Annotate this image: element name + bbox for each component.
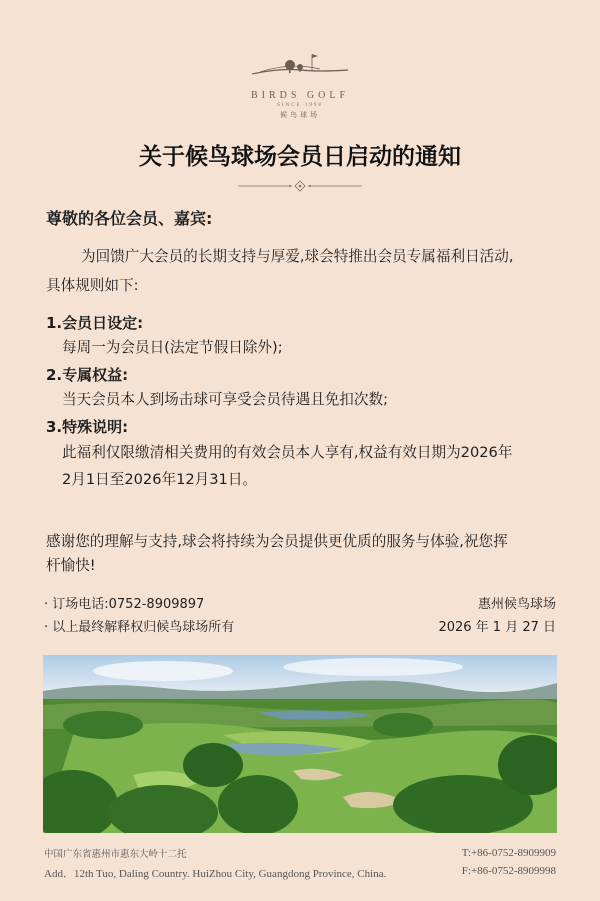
section-1-text: 每周一为会员日(法定节假日除外);: [62, 339, 283, 356]
fax: F:+86-0752-8909998: [461, 865, 556, 877]
closing-line-2: 杆愉快!: [46, 557, 96, 574]
notice-title: 关于候鸟球场会员日启动的通知: [139, 143, 461, 170]
section-3-heading: 3.特殊说明:: [46, 418, 129, 436]
section-2-text: 当天会员本人到场击球可享受会员待遇且免扣次数;: [62, 391, 388, 408]
booking-phone: · 订场电话:0752-8909897: [44, 597, 205, 612]
issuer-name: 惠州候鸟球场: [477, 597, 556, 612]
golf-course-logo-icon: [250, 50, 350, 80]
section-3-text-1: 此福利仅限缴清相关费用的有效会员本人享有,权益有效日期为2026年: [62, 444, 513, 461]
closing-line-1: 感谢您的理解与支持,球会将持续为会员提供更优质的服务与体验,祝您挥: [46, 533, 508, 550]
section-1-heading: 1.会员日设定:: [46, 314, 144, 332]
telephone: T:+86-0752-8909909: [461, 847, 556, 859]
brand-logo: [0, 50, 600, 120]
issue-date: 2026 年 1 月 27 日: [438, 620, 556, 635]
brand-since: SINCE 1998: [277, 103, 323, 108]
address-en: Add．12th Tuo, Daling Country. HuiZhou City, Guangdong Province, China.: [44, 868, 387, 880]
section-3-text-2: 2月1日至2026年12月31日。: [62, 471, 258, 488]
intro-line-2: 具体规则如下:: [46, 277, 139, 294]
brand-name-cn: 候鸟球场: [280, 111, 320, 119]
rights-statement: · 以上最终解释权归候鸟球场所有: [44, 620, 235, 635]
golf-course-photo: [43, 655, 557, 833]
address-cn: 中国广东省惠州市惠东大岭十二托: [44, 849, 187, 860]
intro-line-1: 为回馈广大会员的长期支持与厚爱,球会特推出会员专属福利日活动,: [81, 248, 514, 265]
section-2-heading: 2.专属权益:: [46, 366, 129, 384]
greeting: 尊敬的各位会员、嘉宾:: [46, 209, 213, 228]
brand-name-en: BIRDS GOLF: [250, 90, 350, 101]
ornament-divider-icon: [238, 180, 362, 192]
golf-course-landscape-icon: [43, 655, 557, 833]
